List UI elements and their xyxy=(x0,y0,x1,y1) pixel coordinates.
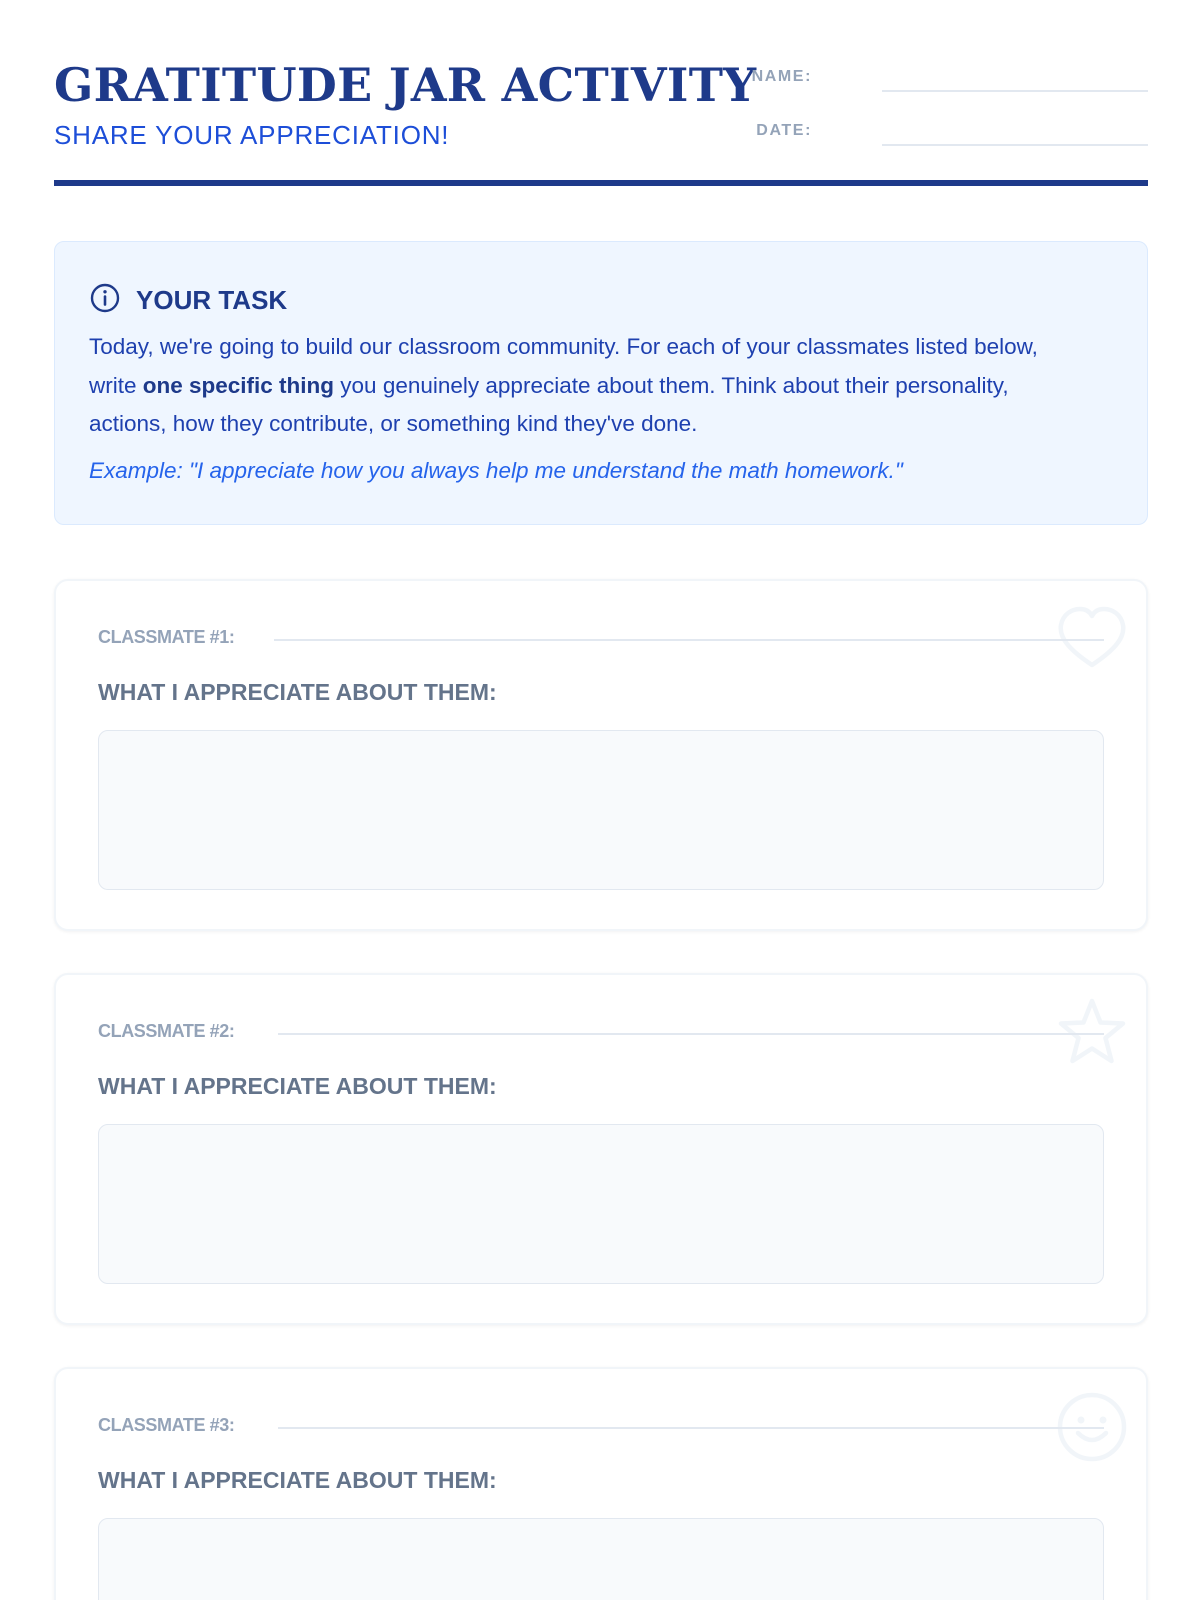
appreciation-answer-box[interactable] xyxy=(98,730,1104,890)
name-label: NAME: xyxy=(751,68,812,85)
classmate-label: CLASSMATE #1: xyxy=(98,627,235,647)
date-field[interactable] xyxy=(746,116,1148,150)
appreciation-prompt: WHAT I APPRECIATE ABOUT THEM: xyxy=(98,1467,497,1493)
appreciation-prompt: WHAT I APPRECIATE ABOUT THEM: xyxy=(98,679,497,705)
classmate-label: CLASSMATE #3: xyxy=(98,1415,235,1435)
task-body-emphasis: one specific thing xyxy=(142,372,335,398)
appreciation-answer-box[interactable] xyxy=(98,1518,1104,1600)
task-body-start: Today, we're going to build our classroom community. For each of your classmates listed below, write xyxy=(89,334,1038,398)
task-instructions xyxy=(89,328,1089,444)
classmate-card xyxy=(54,579,1148,931)
info-icon xyxy=(89,282,121,314)
header-divider xyxy=(54,180,1148,186)
task-example: Example: "I appreciate how you always help me understand the math homework." xyxy=(89,458,903,483)
task-body-end: you genuinely appreciate about them. Think about their personality, actions, how they contribute, or something kind they've done. xyxy=(89,372,1009,436)
appreciation-prompt: WHAT I APPRECIATE ABOUT THEM: xyxy=(98,1073,497,1099)
classmate-name-line[interactable] xyxy=(278,1427,1104,1429)
classmate-label: CLASSMATE #2: xyxy=(98,1021,235,1041)
classmate-card xyxy=(54,1367,1148,1600)
name-line[interactable] xyxy=(882,90,1148,92)
classmate-name-line[interactable] xyxy=(274,639,1104,641)
date-label: DATE: xyxy=(756,122,812,139)
task-box xyxy=(54,241,1148,525)
page-title: GRATITUDE JAR ACTIVITY xyxy=(54,58,757,112)
task-title: YOUR TASK xyxy=(136,285,288,315)
classmate-name-line[interactable] xyxy=(278,1033,1104,1035)
date-line[interactable] xyxy=(882,144,1148,146)
worksheet-page xyxy=(54,0,1148,1600)
name-field[interactable] xyxy=(746,62,1148,96)
appreciation-answer-box[interactable] xyxy=(98,1124,1104,1284)
classmate-card xyxy=(54,973,1148,1325)
page-subtitle: SHARE YOUR APPRECIATION! xyxy=(54,120,450,150)
worksheet-header xyxy=(54,56,1148,186)
